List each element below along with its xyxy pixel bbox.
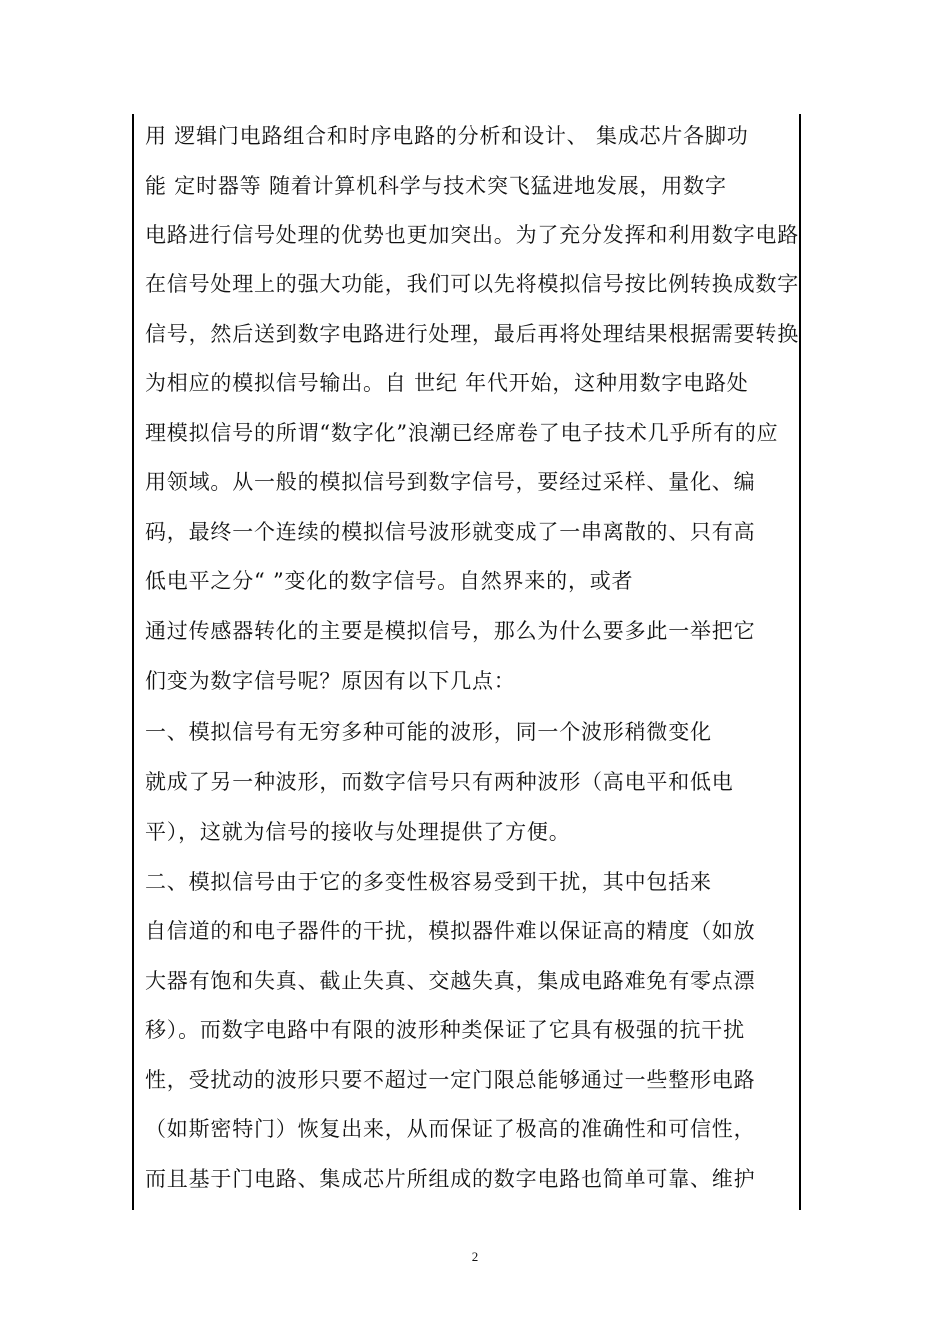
text-line-3: 电路进行信号处理的优势也更加突出。为了充分发挥和利用数字电路 bbox=[145, 223, 799, 247]
text-line-22: 而且基于门电路、集成芯片所组成的数字电路也简单可靠、维护 bbox=[145, 1167, 756, 1191]
text-line-10: 低电平之分“ ”变化的数字信号。自然界来的，或者 bbox=[145, 569, 634, 593]
text-line-11: 通过传感器转化的主要是模拟信号，那么为什么要多此一举把它 bbox=[145, 619, 756, 643]
text-line-2: 能 定时器等 随着计算机科学与技术突飞猛进地发展，用数字 bbox=[145, 174, 727, 198]
text-line-14: 就成了另一种波形，而数字信号只有两种波形（高电平和低电 bbox=[145, 770, 734, 794]
page-number: 2 bbox=[471, 1249, 479, 1264]
text-line-15: 平），这就为信号的接收与处理提供了方便。 bbox=[145, 820, 571, 844]
text-line-6: 为相应的模拟信号输出。自 世纪 年代开始，这种用数字电路处 bbox=[145, 371, 749, 395]
text-line-12: 们变为数字信号呢？原因有以下几点： bbox=[145, 669, 516, 693]
text-line-8: 用领域。从一般的模拟信号到数字信号，要经过采样、量化、编 bbox=[145, 470, 756, 494]
text-line-13: 一、模拟信号有无穷多种可能的波形，同一个波形稍微变化 bbox=[145, 720, 712, 744]
text-line-1: 用 逻辑门电路组合和时序电路的分析和设计、 集成芯片各脚功 bbox=[145, 124, 749, 148]
text-line-16: 二、模拟信号由于它的多变性极容易受到干扰，其中包括来 bbox=[145, 870, 712, 894]
text-line-9: 码，最终一个连续的模拟信号波形就变成了一串离散的、只有高 bbox=[145, 520, 756, 544]
text-line-19: 移）。而数字电路中有限的波形种类保证了它具有极强的抗干扰 bbox=[145, 1018, 745, 1042]
text-line-18: 大器有饱和失真、截止失真、交越失真，集成电路难免有零点漂 bbox=[145, 969, 756, 993]
text-line-5: 信号，然后送到数字电路进行处理，最后再将处理结果根据需要转换 bbox=[145, 322, 799, 346]
text-line-7: 理模拟信号的所谓“数字化”浪潮已经席卷了电子技术几乎所有的应 bbox=[145, 421, 779, 445]
text-line-17: 自信道的和电子器件的干扰，模拟器件难以保证高的精度（如放 bbox=[145, 919, 756, 943]
text-line-21: （如斯密特门）恢复出来，从而保证了极高的准确性和可信性， bbox=[145, 1117, 756, 1141]
text-line-20: 性，受扰动的波形只要不超过一定门限总能够通过一些整形电路 bbox=[145, 1068, 756, 1092]
text-line-4: 在信号处理上的强大功能，我们可以先将模拟信号按比例转换成数字 bbox=[145, 272, 799, 296]
